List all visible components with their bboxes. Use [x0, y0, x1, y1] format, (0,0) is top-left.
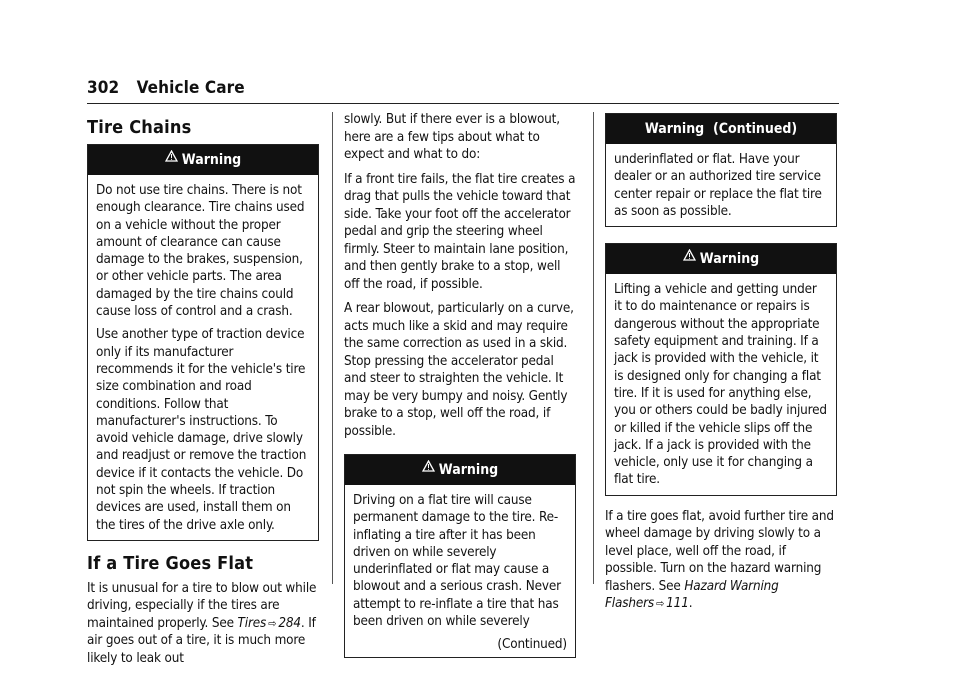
page-reference[interactable]: 284	[278, 615, 301, 631]
cross-reference-link[interactable]: Hazard Warning Flashers	[605, 578, 779, 612]
warning-text: underinflated or flat. Have your dealer or an authorized tire service center repair or replace the flat tire as soon as possible.	[614, 152, 822, 219]
warning-triangle-icon	[422, 453, 435, 483]
column-divider	[332, 112, 333, 584]
warning-label: Warning	[699, 251, 760, 268]
warning-label: Warning (Continued)	[644, 121, 798, 137]
section-title-tire-chains: Tire Chains	[87, 117, 192, 138]
body-paragraph	[87, 580, 319, 668]
warning-header	[345, 455, 575, 485]
cross-reference-link[interactable]: Tires	[237, 615, 267, 631]
warning-header	[88, 145, 318, 175]
page-number: 302	[87, 78, 120, 98]
warning-header	[606, 114, 836, 144]
body-paragraph: slowly. But if there ever is a blowout, here are a few tips about what to expect and what to do:	[344, 112, 560, 162]
page-header	[87, 78, 245, 98]
warning-box-continued	[605, 113, 837, 227]
body-text: If a tire goes flat, avoid further tire and wheel damage by driving slowly to a level place, well off the road, if possible. Turn on the hazard warning flashers. See	[605, 508, 834, 594]
body-text: It is unusual for a tire to blow out while driving, especially if the tires are maintained properly. See	[87, 580, 317, 631]
warning-header	[606, 244, 836, 274]
body-paragraph: If a front tire fails, the flat tire creates a drag that pulls the vehicle toward that side. Take your foot off the accelerator pedal and grip the steering wheel firmly. Steer to maintain lane position, and then gently brake to a stop, well off the road, if possible.	[344, 171, 576, 292]
body-paragraph	[605, 508, 837, 613]
continued-label: (Continued)	[497, 637, 567, 653]
warning-box	[605, 243, 837, 496]
column-1	[87, 111, 319, 674]
column-3	[605, 111, 837, 620]
warning-text: Use another type of traction device only if its manufacturer recommends it for the vehicle's tire size combination and road conditions. Follow that manufacturer's instructions. To avoid vehicle damage, drive slowly and readjust or remove the traction device if it contacts the vehicle. Do not spin the wheels. If traction devices are used, install them on the tires of the drive axle only.	[96, 327, 307, 533]
page-ref-arrow-icon: ⇨	[656, 597, 665, 611]
section-title-flat-tire: If a Tire Goes Flat	[87, 552, 254, 574]
body-text: .	[688, 596, 693, 612]
body-text: . If air goes out of a tire, it is much more likely to leak out	[87, 615, 316, 666]
header-rule	[87, 103, 839, 104]
warning-text: Lifting a vehicle and getting under it to do maintenance or repairs is dangerous without the appropriate safety equipment and training. If a jack is provided with the vehicle, it is designed only for changing a flat tire. If it is used for anything else, you or others could be badly injured or killed if the vehicle slips off the jack. If a jack is provided with the vehicle, only use it for changing a flat tire.	[614, 282, 827, 488]
warning-text: Do not use tire chains. There is not enough clearance. Tire chains used on a vehicle without the proper amount of clearance can cause damage to the brakes, suspension, or other vehicle parts. The area damaged by the tire chains could cause loss of control and a crash.	[96, 183, 305, 320]
warning-label: Warning	[181, 152, 242, 168]
body-paragraph: A rear blowout, particularly on a curve, acts much like a skid and may require the same correction as used in a skid. Stop pressing the accelerator pedal and steer to straighten the vehicle. It may be very bumpy and noisy. Gently brake to a stop, well off the road, if possible.	[344, 301, 574, 439]
warning-text: Driving on a flat tire will cause permanent damage to the tire. Re-inflating a tire after it has been driven on while severely underinflated or flat may cause a blowout and a serious crash. Never attempt to re-inflate a tire that has been driven on while severely	[353, 493, 561, 630]
column-divider	[593, 112, 594, 584]
page-ref-arrow-icon: ⇨	[268, 616, 277, 630]
column-2	[344, 111, 576, 670]
warning-label: Warning	[438, 462, 499, 478]
section-name: Vehicle Care	[136, 78, 245, 98]
warning-box	[87, 144, 319, 541]
page-reference[interactable]: 111	[666, 596, 689, 612]
warning-triangle-icon	[683, 242, 696, 272]
warning-box	[344, 454, 576, 658]
warning-triangle-icon	[165, 143, 178, 173]
